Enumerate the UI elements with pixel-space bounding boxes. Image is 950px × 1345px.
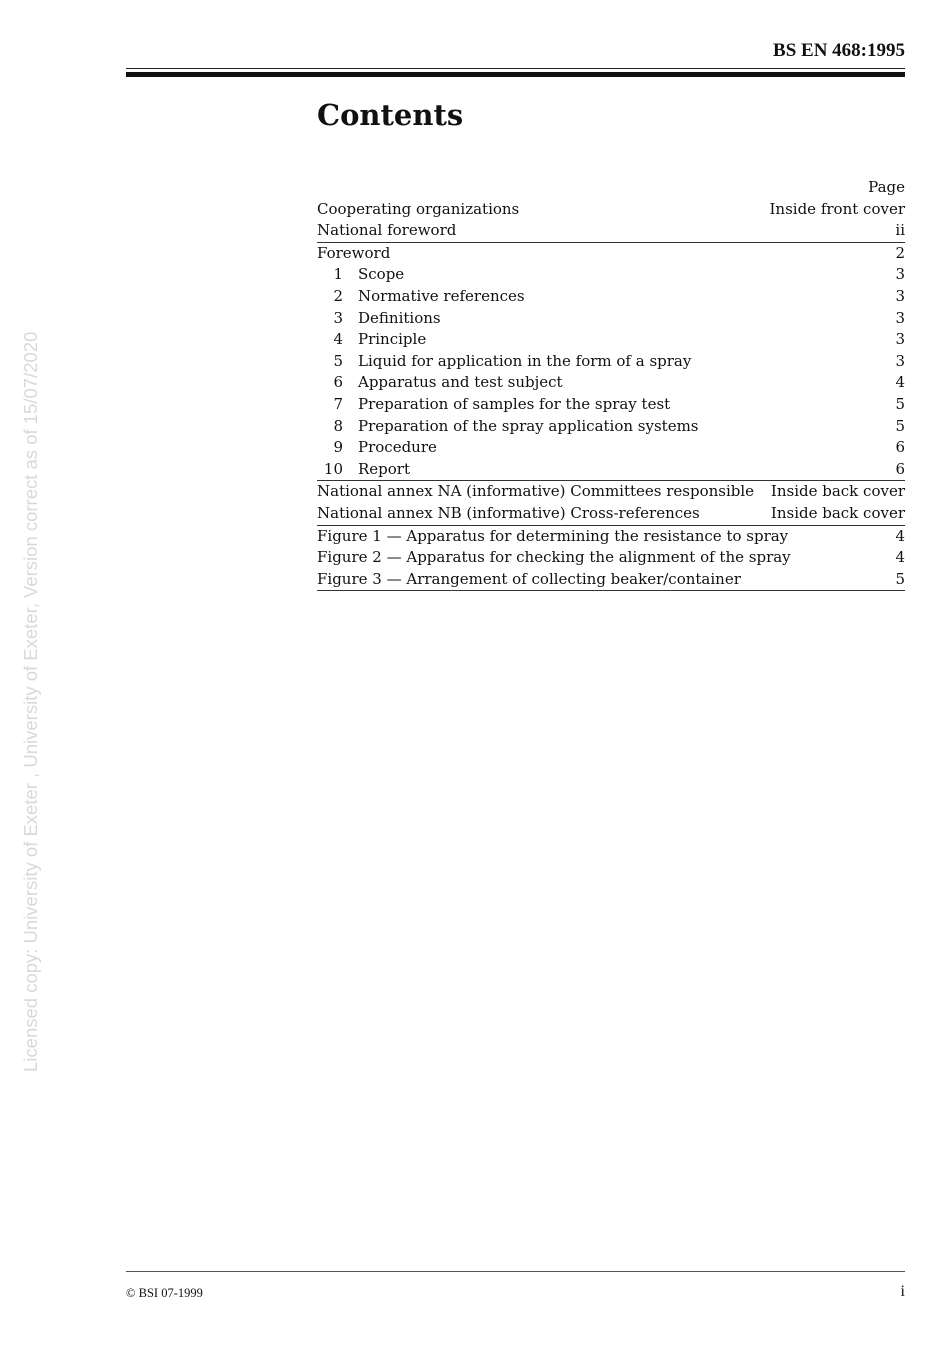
toc-entry-title: Normative references [358,286,525,305]
toc-entry-page: 3 [895,265,905,284]
clause-number: 7 [333,394,343,413]
toc-entry-page: 4 [895,548,905,567]
clause-number: 8 [333,416,343,435]
toc-entry-text [317,437,895,459]
toc-entry-page: Inside back cover [770,503,905,522]
toc-entry-page: 6 [895,459,905,478]
toc-entry[interactable] [317,264,905,286]
toc-entry-text [317,286,895,308]
toc-entry-page: Inside back cover [770,482,905,501]
toc-entry[interactable] [317,220,905,242]
toc-entry-page: 3 [895,330,905,349]
toc-entry-title: Foreword [317,243,391,262]
toc-entry[interactable] [317,459,905,481]
toc-entry-title: Preparation of samples for the spray test [358,394,671,413]
toc-entry-text [317,416,895,438]
toc-entry-page: 4 [895,373,905,392]
toc-entry-text [317,351,895,373]
toc-entry[interactable] [317,286,905,308]
page-title: Contents [317,98,464,132]
toc-entry-title: Scope [358,265,405,284]
toc-entry-page: 5 [895,416,905,435]
toc-entry[interactable] [317,243,905,265]
toc-entry-title: National annex NB (informative) Cross-references [317,503,700,522]
toc-entry[interactable] [317,526,905,548]
toc-entry-page: 2 [895,243,905,262]
toc-entry-page: Inside front cover [769,199,905,218]
toc-entry-title: Definitions [358,308,441,327]
toc-entry-text [317,372,895,394]
clause-number: 9 [333,438,343,457]
toc-entry[interactable] [317,416,905,438]
clause-number: 10 [323,459,343,478]
toc-entry-text [317,503,771,525]
toc-entry-title: Report [358,459,411,478]
clause-number: 5 [333,351,343,370]
toc-entry-text [317,308,895,330]
toc-entry-text [317,481,771,503]
toc-entry[interactable] [317,481,905,503]
toc-entry-text [317,569,895,591]
clause-number: 2 [333,286,343,305]
toc-entry-text [317,243,895,265]
toc-entry-title: National foreword [317,221,457,240]
toc-entry-title: Procedure [358,438,437,457]
clause-number: 4 [333,330,343,349]
table-of-contents [317,177,905,591]
toc-entry-page: 5 [895,394,905,413]
toc-entry-text [317,199,770,221]
toc-entry-page: 4 [895,526,905,545]
header-rule-thick [126,72,905,77]
toc-entry[interactable] [317,308,905,330]
toc-entry[interactable] [317,547,905,569]
toc-entry-page: 3 [895,308,905,327]
toc-entry-text [317,394,895,416]
toc-entry-page: 6 [895,438,905,457]
toc-entry[interactable] [317,394,905,416]
toc-header-row [317,177,905,199]
copyright-notice: © BSI 07-1999 [126,1286,203,1300]
toc-entry[interactable] [317,437,905,459]
page-number: i [900,1283,905,1300]
toc-entry[interactable] [317,372,905,394]
toc-entry-page: 5 [895,569,905,588]
toc-entry-title: Figure 1 — Apparatus for determining the resistance to spray [317,526,789,545]
toc-entry-title: Liquid for application in the form of a spray [358,351,692,370]
toc-body [317,199,905,592]
footer-rule [126,1271,905,1272]
standard-id: BS EN 468:1995 [773,40,905,61]
toc-entry[interactable] [317,199,905,221]
toc-entry-title: Figure 3 — Arrangement of collecting beaker/container [317,569,741,588]
clause-number: 3 [333,308,343,327]
toc-entry-page: ii [895,221,905,240]
toc-entry-text [317,220,895,242]
toc-entry-text [317,547,895,569]
toc-entry-page: 3 [895,351,905,370]
page-column-heading: Page [868,178,905,196]
toc-group-separator [317,590,905,591]
clause-number: 6 [333,373,343,392]
toc-entry-title: Principle [358,330,427,349]
toc-entry-text [317,329,895,351]
toc-entry[interactable] [317,329,905,351]
header-rule-thin [126,68,905,69]
toc-entry[interactable] [317,351,905,373]
license-watermark: Licensed copy: University of Exeter , University of Exeter, Version correct as of 15/07/2020 [20,331,41,1072]
toc-entry-title: Preparation of the spray application systems [358,416,699,435]
toc-entry-title: Apparatus and test subject [358,373,563,392]
toc-entry-title: Figure 2 — Apparatus for checking the alignment of the spray [317,548,791,567]
toc-entry-title: National annex NA (informative) Committees responsible [317,482,755,501]
toc-entry-text [317,459,895,481]
clause-number: 1 [333,265,343,284]
toc-entry[interactable] [317,503,905,525]
toc-entry-text [317,264,895,286]
toc-entry-text [317,526,895,548]
toc-entry-title: Cooperating organizations [317,199,520,218]
toc-entry[interactable] [317,569,905,591]
toc-entry-page: 3 [895,286,905,305]
